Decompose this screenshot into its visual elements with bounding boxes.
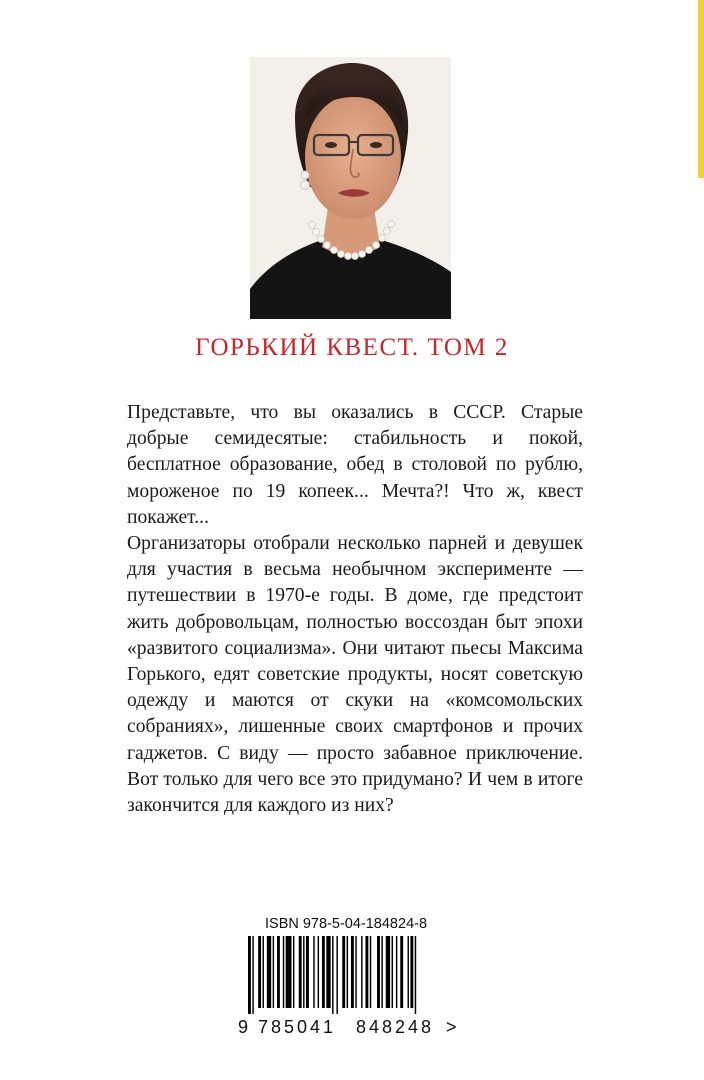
barcode-lead-digit: 9 bbox=[238, 1017, 249, 1037]
barcode bbox=[240, 936, 455, 1014]
book-title: ГОРЬКИЙ КВЕСТ. ТОМ 2 bbox=[195, 334, 509, 361]
barcode-right-group: 848248 bbox=[356, 1017, 435, 1037]
annotation-paragraph-1: Представьте, что вы оказались в СССР. Старые добрые семидесятые: стабильность и покой, бесплатное образование, обед в столовой по рублю, мороженое по 19 копеек... Мечта?! Что ж, квест покажет... bbox=[127, 402, 583, 528]
barcode-left-group: 785041 bbox=[258, 1017, 337, 1037]
yellow-edge-strip bbox=[698, 0, 704, 178]
barcode-arrow: > bbox=[446, 1017, 457, 1037]
annotation-text bbox=[127, 400, 583, 819]
isbn-label: ISBN 978-5-04-184824-8 bbox=[265, 916, 428, 932]
annotation-paragraph-2: Организаторы отобрали несколько парней и девушек для участия в весьма необычном эксперименте — путешествии в 1970-е годы. В доме, где предстоит жить добровольцам, полностью воссоздан быт эпохи «развитого социализма». Они читают пьесы Максима Горького, едят советские продукты, носят советскую одежду и маются от скуки на «комсомольских собраниях», лишенные своих смартфонов и прочих гаджетов. С виду — просто забавное приключение. Вот только для чего все это придумано? И чем в итоге закончится для каждого из них? bbox=[127, 533, 583, 817]
author-portrait bbox=[250, 57, 451, 319]
barcode-digits bbox=[240, 1017, 455, 1041]
